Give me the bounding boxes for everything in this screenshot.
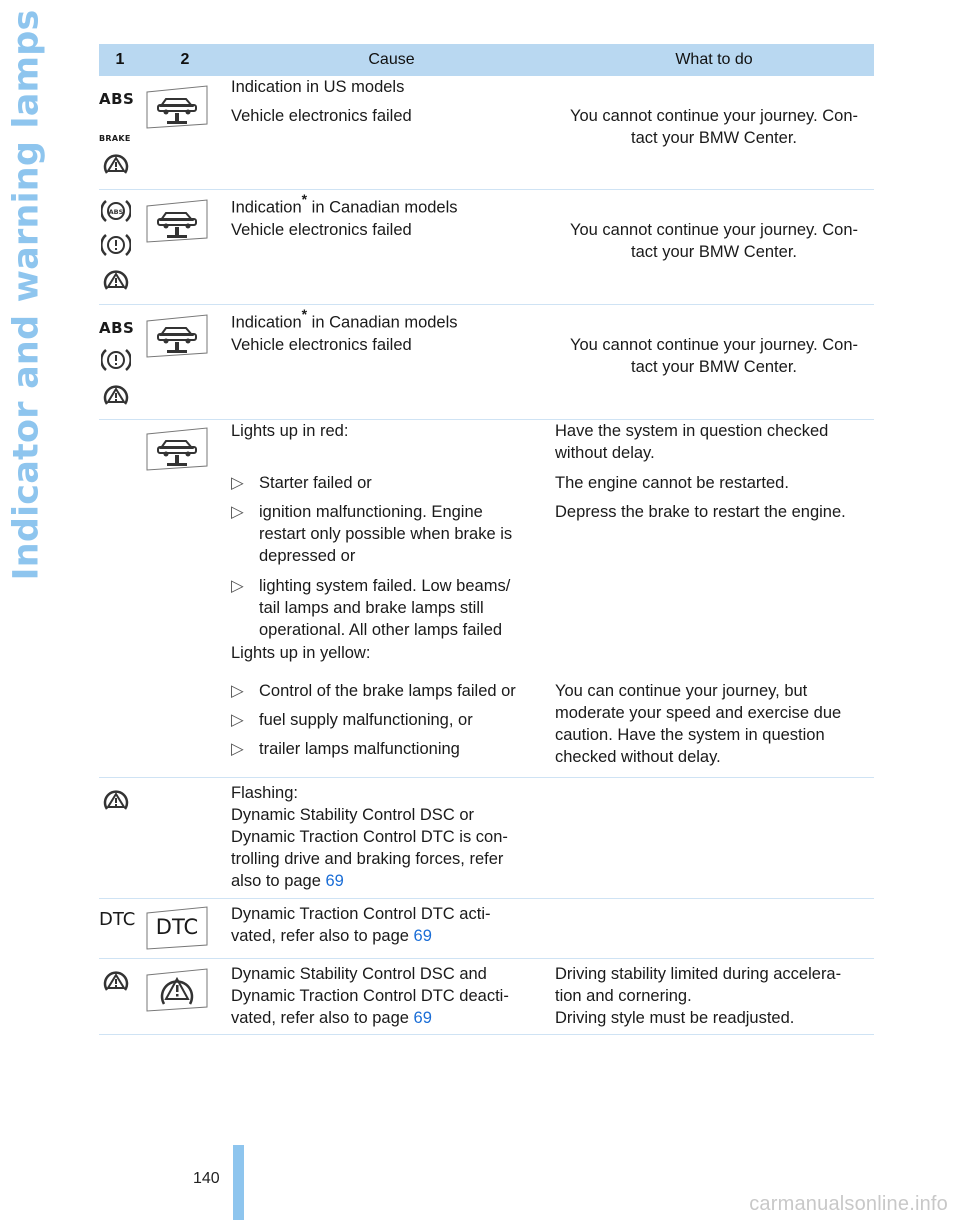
dsc-warning-triangle-icon <box>101 266 131 296</box>
list-item: ▷ Starter failed or <box>231 474 372 492</box>
vehicle-electronics-service-icon <box>145 426 209 472</box>
header-col-2: 2 <box>180 51 190 68</box>
indication-label: Indication in US models <box>231 78 405 96</box>
section-side-title <box>0 9 56 581</box>
table-row <box>99 305 874 420</box>
header-col-1: 1 <box>115 51 125 68</box>
page-reference-link[interactable]: 69 <box>413 1009 432 1027</box>
brake-exclamation-icon <box>101 232 131 258</box>
action-text: You cannot continue your journey. Con- tact your BMW Center. <box>569 107 859 147</box>
header-cause: Cause <box>368 51 415 68</box>
bullet-arrow-icon: ▷ <box>231 711 244 729</box>
dtc-indicator-icon: DTC <box>99 909 136 930</box>
brake-icon: BRAKE <box>99 134 131 143</box>
brake-exclamation-icon <box>101 347 131 373</box>
page-number: 140 <box>193 1170 220 1187</box>
list-item: ▷ Control of the brake lamps failed or <box>231 682 516 700</box>
optional-equipment-star: * <box>301 306 308 322</box>
header-what-to-do: What to do <box>675 51 753 68</box>
dsc-warning-triangle-icon <box>101 150 131 180</box>
action-text: You cannot continue your journey. Con- tact your BMW Center. <box>569 336 859 376</box>
optional-equipment-star: * <box>301 191 308 207</box>
cause-text: Vehicle electronics failed <box>231 221 412 239</box>
table-header <box>99 44 874 76</box>
page-reference-link[interactable]: 69 <box>413 927 432 945</box>
bullet-arrow-icon: ▷ <box>231 740 244 758</box>
list-item: ▷ fuel supply malfunctioning, or <box>231 711 473 729</box>
cause-text: Vehicle electronics failed <box>231 336 412 354</box>
table-row <box>99 420 874 778</box>
action-text: You cannot continue your journey. Con- tact your BMW Center. <box>569 221 859 261</box>
action-text: The engine cannot be restarted. <box>555 474 789 492</box>
vehicle-electronics-service-icon <box>145 313 209 359</box>
table-row <box>99 778 874 899</box>
dtc-badge-icon: DTC <box>145 905 209 951</box>
page-reference-link[interactable]: 69 <box>325 872 344 890</box>
cause-text: Dynamic Traction Control DTC acti- vated, refer also to page 69 <box>231 905 491 945</box>
table-row <box>99 76 874 190</box>
vehicle-electronics-service-icon <box>145 84 209 130</box>
dsc-warning-triangle-icon <box>101 967 131 997</box>
dsc-warning-triangle-icon <box>101 381 131 411</box>
action-text: Depress the brake to restart the engine. <box>555 503 846 521</box>
indication-label: Indication* in Canadian models <box>231 306 458 332</box>
list-item: ▷ ignition malfunctioning. Engine restart only possible when brake is depressed or <box>231 503 513 565</box>
red-indication-label: Lights up in red: <box>231 422 349 440</box>
indicator-table <box>99 44 874 1035</box>
indication-label: Indication* in Canadian models <box>231 191 458 217</box>
red-action-text: Have the system in question checked without delay. <box>555 422 829 462</box>
cause-text: Vehicle electronics failed <box>231 107 412 125</box>
list-item: ▷ trailer lamps malfunctioning <box>231 740 460 758</box>
dsc-off-icon <box>145 967 209 1013</box>
abs-icon: ABS <box>99 90 135 108</box>
cause-text: Flashing: Dynamic Stability Control DSC or Dynamic Traction Control DTC is con- trolling drive and braking forces, refer also to page 69 <box>231 784 508 890</box>
list-item: ▷ lighting system failed. Low beams/ tail lamps and brake lamps still operational. All other lamps failed <box>231 577 511 639</box>
abs-circle-icon <box>101 198 131 224</box>
bullet-arrow-icon: ▷ <box>231 503 244 521</box>
bullet-arrow-icon: ▷ <box>231 474 244 492</box>
yellow-action-text: You can continue your journey, but moderate your speed and exercise due caution. Have the system in question checked without delay. <box>555 682 842 766</box>
bullet-arrow-icon: ▷ <box>231 682 244 700</box>
abs-icon: ABS <box>99 319 135 337</box>
footer-accent-bar <box>233 1145 244 1220</box>
watermark: carmanualsonline.info <box>749 1193 948 1215</box>
section-title-text: Indicator and warning lamps <box>6 9 47 581</box>
dsc-warning-triangle-icon <box>101 786 131 816</box>
table-row <box>99 190 874 305</box>
cause-text: Dynamic Stability Control DSC and Dynamic Traction Control DTC deacti- vated, refer also to page 69 <box>231 965 509 1027</box>
yellow-indication-label: Lights up in yellow: <box>231 644 371 662</box>
svg-text:ABS: ABS <box>108 208 124 216</box>
table-row <box>99 959 874 1035</box>
action-text: Driving stability limited during accelera- tion and cornering. Driving style must be readjusted. <box>555 965 842 1027</box>
bullet-arrow-icon: ▷ <box>231 577 244 595</box>
vehicle-electronics-service-icon <box>145 198 209 244</box>
table-row <box>99 899 874 959</box>
